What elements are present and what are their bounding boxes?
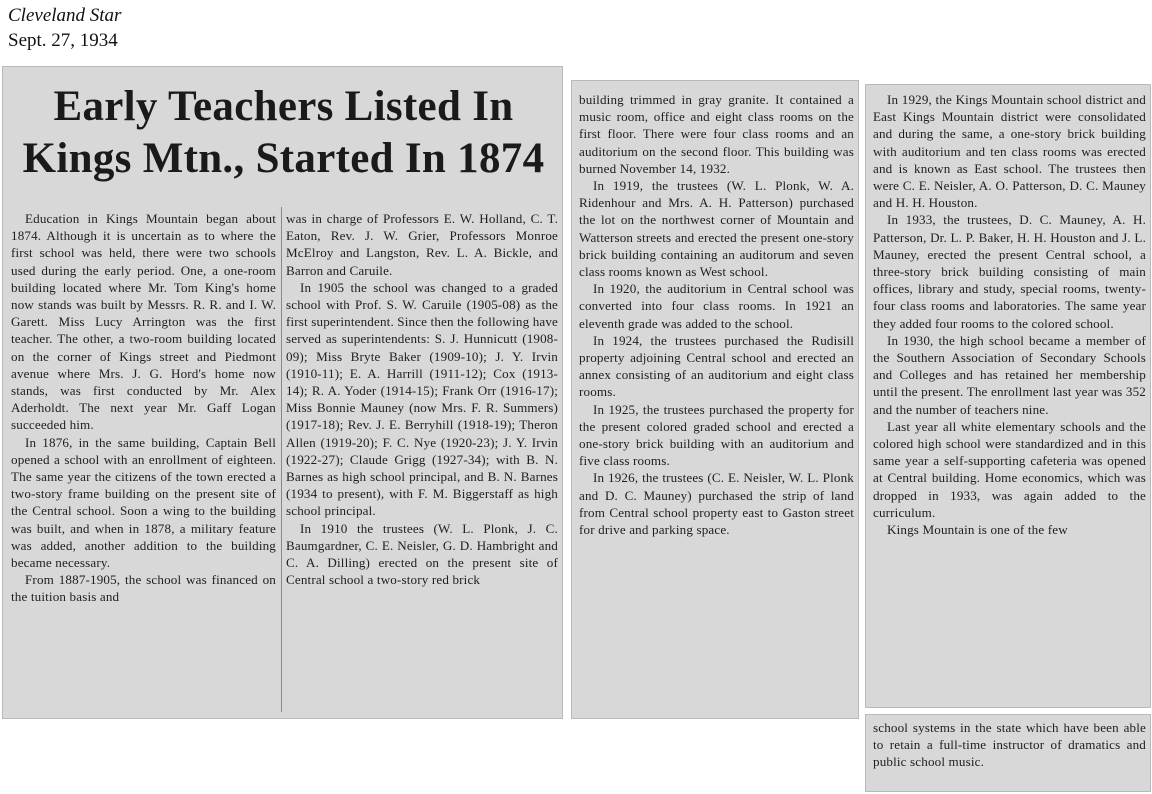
paragraph: In 1933, the trustees, D. C. Mauney, A. H. Patterson, Dr. L. P. Baker, H. H. Houston and J. L. Mauney, erected the present Central school, a three-story brick building consisting of main offices, library and study, special rooms, twenty-four class rooms and laboratories. The same year they added four rooms to the colored school.	[873, 212, 1146, 331]
headline-line-1: Early Teachers Listed In	[53, 83, 514, 130]
paragraph: school systems in the state which have been able to retain a full-time instructor of dramatics and public school music.	[873, 720, 1146, 770]
paragraph: was in charge of Professors E. W. Holland, C. T. Eaton, Rev. J. W. Grier, Professors Monroe McElroy and Langston, Rev. L. A. Bickle, and Barron and Caruile.	[286, 211, 558, 278]
paragraph: In 1919, the trustees (W. L. Plonk, W. A. Ridenhour and Mrs. A. H. Patterson) purchased the lot on the northwest corner of Mountain and Watterson streets and erected the present one-story brick building containing an auditorum and seven class rooms known as West school.	[579, 178, 854, 280]
article-column-4	[873, 91, 1146, 538]
paragraph: In 1929, the Kings Mountain school district and East Kings Mountain district were consolidated and during the same, a one-story brick building with auditorium and ten class rooms was erected and is known as East school. The trustees then were C. E. Neisler, A. O. Patterson, D. C. Mauney and H. H. Houston.	[873, 92, 1146, 211]
paragraph: building trimmed in gray granite. It contained a music room, office and eight class rooms on the first floor. There were four class rooms and an auditorium on the second floor. This building was burned November 14, 1932.	[579, 92, 854, 176]
article-column-2	[286, 210, 558, 588]
paragraph: In 1926, the trustees (C. E. Neisler, W. L. Plonk and D. C. Mauney) purchased the strip of land from Central school property east to Gaston street for drive and parking space.	[579, 470, 854, 538]
paragraph: Education in Kings Mountain began about 1874. Although it is uncertain as to where the first school was held, there were two schools used during the early period. One, a one-room building located where Mr. Tom King's home now stands was built by Messrs. R. R. and I. W. Garett. Miss Lucy Arrington was the first teacher. The other, a two-room building located on the corner of Kings street and Piedmont avenue where Mrs. J. G. Hord's home now stands, was first conducted by Mr. Alex Aderholdt. The next year Mr. Gaff Logan succeeded him.	[11, 211, 276, 433]
paragraph: From 1887-1905, the school was financed on the tuition basis and	[11, 572, 276, 605]
paragraph: In 1920, the auditorium in Central school was converted into four class rooms. In 1921 an eleventh grade was added to the school.	[579, 281, 854, 331]
paragraph: In 1924, the trustees purchased the Rudisill property adjoining Central school and erected an annex consisting of an auditorium and eight class rooms.	[579, 332, 854, 400]
clipping-main	[2, 66, 563, 719]
headline-line-2: Kings Mtn., Started In 1874	[22, 135, 545, 182]
clipping-column-5	[865, 714, 1151, 792]
paragraph: In 1930, the high school became a member of the Southern Association of Secondary Schools and Colleges and has retained her membership until the present. The enrollment last year was 352 and the number of teachers nine.	[873, 332, 1146, 417]
paragraph: In 1876, in the same building, Captain Bell opened a school with an enrollment of eighteen. The same year the citizens of the town erected a two-story frame building on the present site of the Central school. Soon a wing to the building was built, and when in 1878, a military feature was added, another addition to the building became necessary.	[11, 434, 276, 571]
paragraph: In 1925, the trustees purchased the property for the present colored graded school and erected a one-story brick building with an auditorium and five class rooms.	[579, 401, 854, 469]
headline	[11, 81, 556, 185]
publication-name: Cleveland Star	[8, 5, 122, 26]
column-divider	[281, 207, 282, 712]
article-column-3	[579, 91, 854, 538]
article-column-1	[11, 210, 276, 606]
paragraph: In 1905 the school was changed to a graded school with Prof. S. W. Caruile (1905-08) as the first superintendent. Since then the following have served as superintendents: S. J. Hunnicutt (1908-09); Miss Bryte Baker (1909-10); J. Y. Irvin (1910-11); E. A. Harrill (1911-12); Cox (1913-14); R. A. Yoder (1914-15); Frank Orr (1916-17); Miss Bonnie Mauney (now Mrs. F. R. Summers) (1917-18); Rev. J. E. Berryhill (1918-19); Theron Allen (1919-20); F. C. Nye (1920-23); J. Y. Irvin (1922-27); Claude Grigg (1927-34); with B. N. Barnes as high school principal, and B. N. Barnes (1934 to present), with F. M. Biggerstaff as high school principal.	[286, 279, 559, 519]
publication-date: Sept. 27, 1934	[8, 30, 118, 51]
article-column-5	[873, 719, 1146, 771]
paragraph: Kings Mountain is one of the few	[887, 522, 1068, 538]
paragraph: Last year all white elementary schools and the colored high school were standardized and in this same year a self-supporting cafeteria was opened at Central building. Home economics, which was dropped in 1933, was again added to the curriculum.	[873, 418, 1146, 520]
clipping-column-3	[571, 80, 859, 719]
paragraph: In 1910 the trustees (W. L. Plonk, J. C. Baumgardner, C. E. Neisler, G. D. Hambright and C. A. Dilling) erected on the present site of Central school a two-story red brick	[286, 520, 558, 588]
clipping-column-4	[865, 84, 1151, 708]
